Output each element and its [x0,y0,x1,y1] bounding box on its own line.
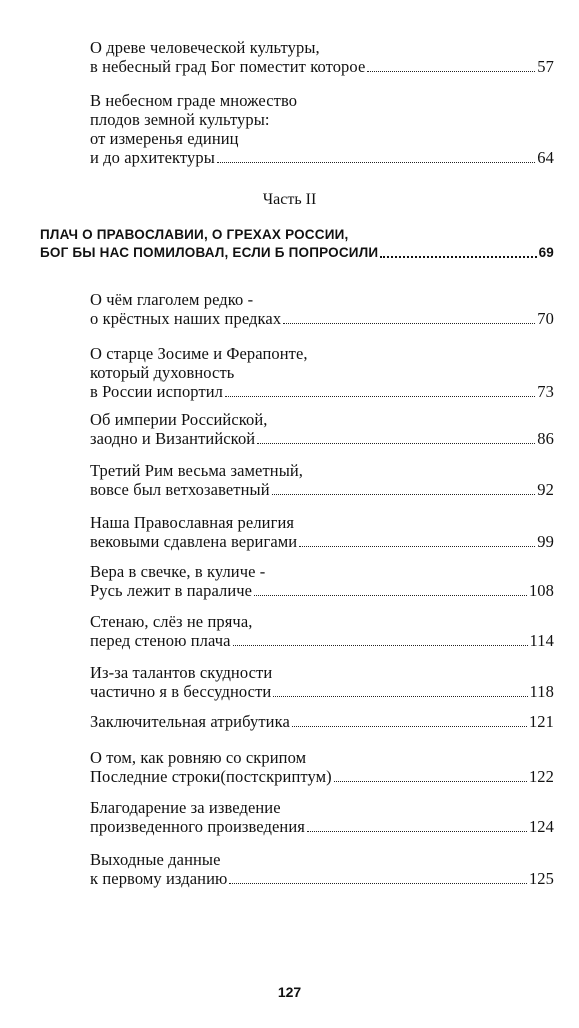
section-heading-line: ПЛАЧ О ПРАВОСЛАВИИ, О ГРЕХАХ РОССИИ, [40,227,349,242]
dot-leader [292,726,527,727]
toc-entry-title-line: Русь лежит в параличе [90,581,253,600]
toc-entry-title-line: Третий Рим весьма заметный, [90,461,304,480]
toc-entry [90,461,554,499]
dot-leader [254,595,527,596]
dot-leader [334,781,527,782]
toc-entry-title-line: Об империи Российской, [90,410,268,429]
section-heading [40,226,554,262]
toc-entry-title-line: Стенаю, слёз не пряча, [90,612,253,631]
toc-entry-title-line: О чём глаголем редко - [90,290,254,309]
toc-entry-title-line: который духовность [90,363,235,382]
page-folio-number: 127 [277,984,302,1000]
toc-entry [90,290,554,328]
section-page-number: 69 [538,245,554,260]
toc-entry [90,91,554,167]
dot-leader [229,883,527,884]
toc-page-number: 73 [537,382,554,401]
toc-entry [90,748,554,786]
toc-page-number: 114 [529,631,554,650]
dot-leader [307,831,527,832]
toc-entry-title-line: от измеренья единиц [90,129,239,148]
toc-entry-title-line: вековыми сдавлена веригами [90,532,298,551]
toc-entry-title-line: в России испортил [90,382,224,401]
toc-entry-title-line: О старце Зосиме и Ферапонте, [90,344,308,363]
toc-entry [90,850,554,888]
dot-leader [272,494,536,495]
toc-entry [90,612,554,650]
dot-leader [225,396,535,397]
toc-entry-title-line: плодов земной культуры: [90,110,270,129]
toc-entry [90,38,554,76]
toc-entry [90,562,554,600]
toc-entry-title-line: Выходные данные [90,850,221,869]
toc-page-number: 108 [528,581,554,600]
toc-entry [90,344,554,401]
toc-entry-title-line: О древе человеческой культуры, [90,38,320,57]
toc-entry-title-line: вовсе был ветхозаветный [90,480,270,499]
toc-page-number: 99 [537,532,554,551]
toc-entry-title-line: В небесном граде множество [90,91,298,110]
toc-entry [90,798,554,836]
toc-entry-title-line: к первому изданию [90,869,228,888]
dot-leader [233,645,528,646]
toc-entry [90,663,554,701]
toc-entry-title-line: в небесный град Бог поместит которое [90,57,366,76]
part-heading: Часть II [262,191,317,208]
toc-page-number: 124 [528,817,554,836]
toc-entry-title-line: перед стеною плача [90,631,231,650]
toc-entry-title-line: Из-за талантов скудности [90,663,273,682]
dot-leader [217,162,535,163]
toc-entry-title-line: заодно и Византийской [90,429,256,448]
toc-page-number: 118 [529,682,554,701]
toc-page-number: 57 [537,57,554,76]
toc-page-number: 64 [537,148,554,167]
toc-entry [90,410,554,448]
dot-leader [299,546,535,547]
toc-entry-title-line: Последние строки(постскриптум) [90,767,332,786]
toc-page-number: 125 [528,869,554,888]
toc-entry [90,513,554,551]
toc-entry-title-line: о крёстных наших предках [90,309,282,328]
toc-entry-title-line: О том, как ровняю со скрипом [90,748,307,767]
toc-entry-title-line: Заключительная атрибутика [90,712,290,731]
toc-page-number: 121 [528,712,554,731]
section-heading-line: БОГ БЫ НАС ПОМИЛОВАЛ, ЕСЛИ Б ПОПРОСИЛИ [40,245,379,260]
dot-leader [283,323,535,324]
toc-page-number: 92 [537,480,554,499]
toc-page-number: 86 [537,429,554,448]
toc-entry-title-line: Вера в свечке, в куличе - [90,562,266,581]
dot-leader [273,696,527,697]
dot-leader [367,71,535,72]
toc-entry-title-line: частично я в бессудности [90,682,272,701]
toc-entry-title-line: произведенного произведения [90,817,305,836]
toc-entry-title-line: Наша Православная религия [90,513,295,532]
toc-page-number: 70 [537,309,554,328]
toc-page-number: 122 [528,767,554,786]
dot-leader [257,443,535,444]
toc-entry-title-line: Благодарение за изведение [90,798,281,817]
dot-leader [380,256,536,258]
toc-entry [90,712,554,731]
toc-entry-title-line: и до архитектуры [90,148,215,167]
